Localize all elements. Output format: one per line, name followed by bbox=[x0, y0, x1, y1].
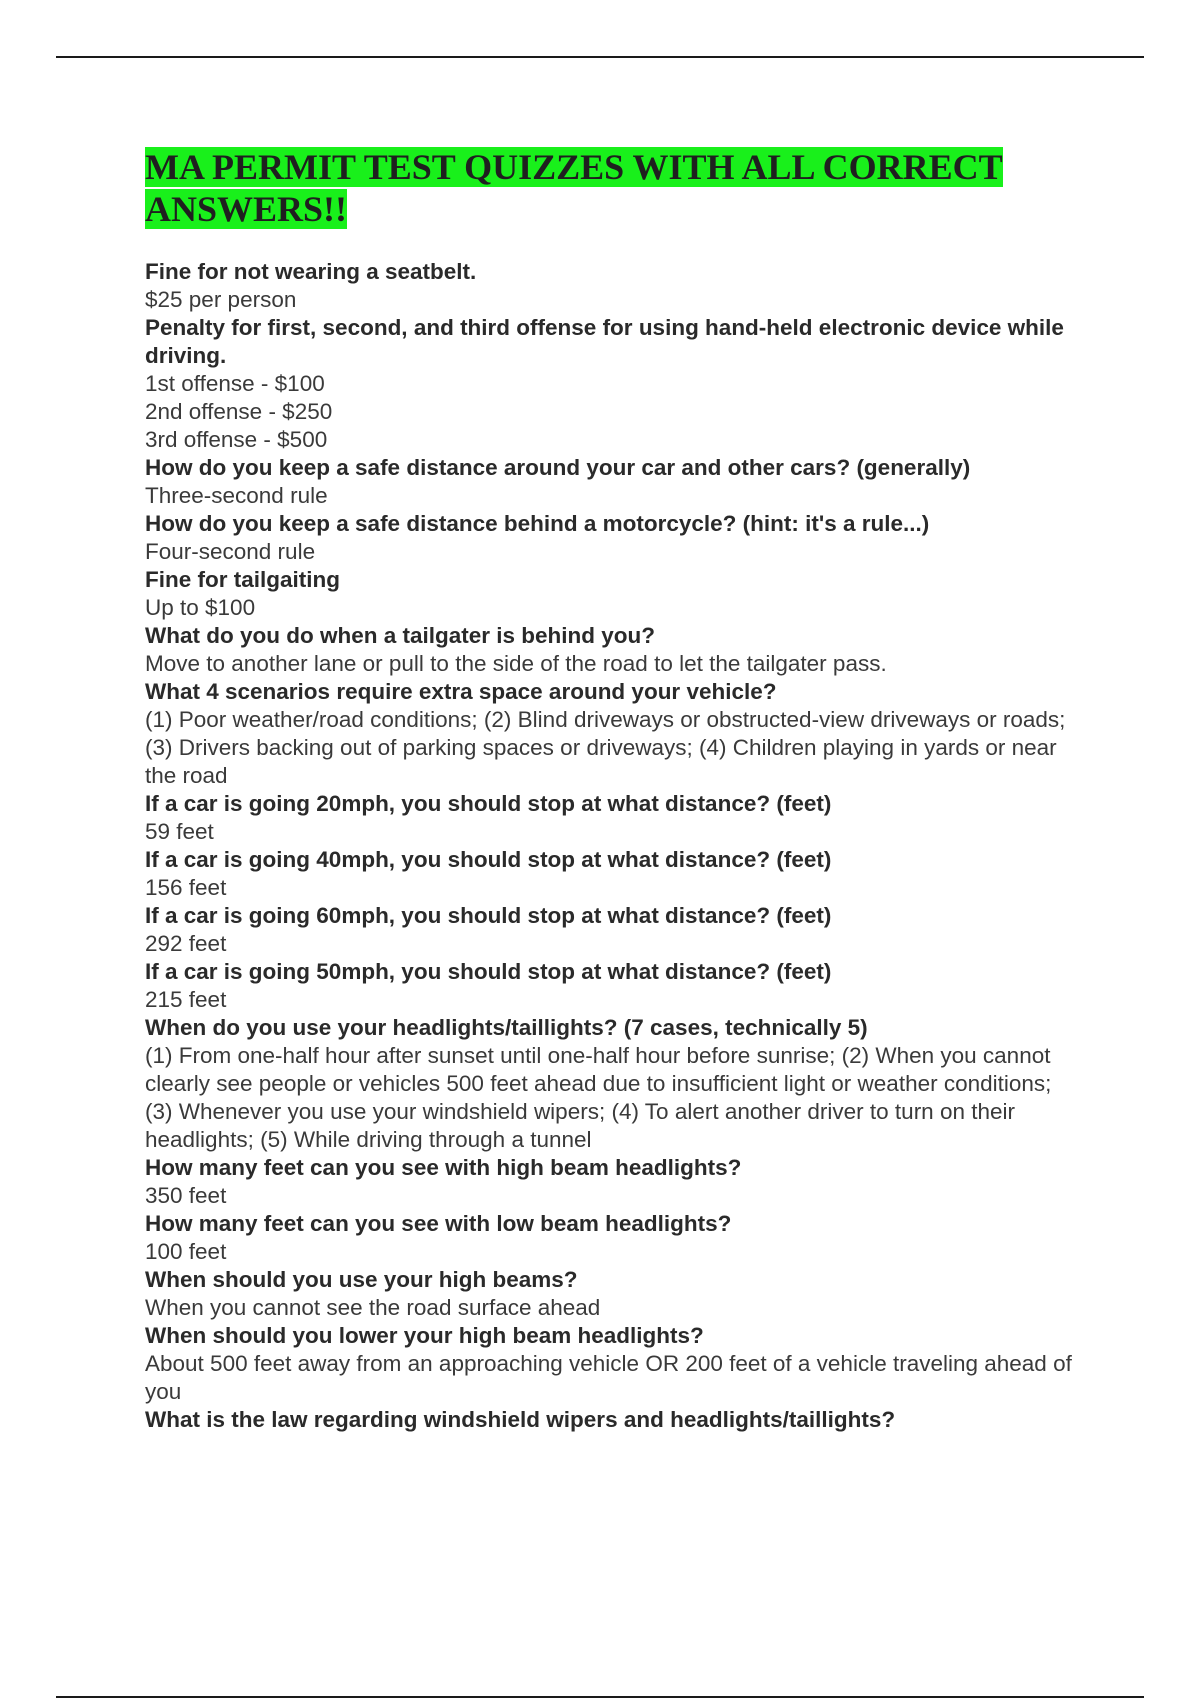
answer-text: Up to $100 bbox=[145, 595, 256, 620]
question-text: Fine for tailgaiting bbox=[145, 567, 340, 592]
answer-text: $25 per person bbox=[145, 287, 297, 312]
qa-item bbox=[145, 790, 1085, 846]
answer-text: (1) From one-half hour after sunset until one-half hour before sunrise; (2) When you cannot clearly see people or vehicles 500 feet ahead due to insufficient light or weather conditions; (3) Whenever you use your windshield wipers; (4) To alert another driver to turn on their headlights; (5) While driving through a tunnel bbox=[145, 1043, 1052, 1152]
qa-item bbox=[145, 622, 1085, 678]
answer-text: 350 feet bbox=[145, 1183, 227, 1208]
question-text: How do you keep a safe distance around your car and other cars? (generally) bbox=[145, 455, 971, 480]
title-block bbox=[145, 146, 1095, 230]
qa-item bbox=[145, 566, 1085, 622]
question-text: Fine for not wearing a seatbelt. bbox=[145, 259, 477, 284]
question-text: What do you do when a tailgater is behind you? bbox=[145, 623, 656, 648]
qa-item bbox=[145, 902, 1085, 958]
question-text: What 4 scenarios require extra space around your vehicle? bbox=[145, 679, 777, 704]
answer-text: 215 feet bbox=[145, 987, 227, 1012]
document-title bbox=[145, 146, 1095, 230]
qa-list bbox=[145, 258, 1085, 1434]
question-text: If a car is going 40mph, you should stop at what distance? (feet) bbox=[145, 847, 832, 872]
qa-item bbox=[145, 314, 1085, 454]
qa-item bbox=[145, 454, 1085, 510]
title-highlight: MA PERMIT TEST QUIZZES WITH ALL CORRECT ANSWERS!! bbox=[145, 147, 1003, 229]
qa-item bbox=[145, 1322, 1085, 1406]
question-text: If a car is going 20mph, you should stop at what distance? (feet) bbox=[145, 791, 832, 816]
qa-item bbox=[145, 1266, 1085, 1322]
qa-item bbox=[145, 846, 1085, 902]
qa-item bbox=[145, 1406, 1085, 1434]
qa-item bbox=[145, 958, 1085, 1014]
answer-text: 156 feet bbox=[145, 875, 227, 900]
qa-item bbox=[145, 258, 1085, 314]
qa-item bbox=[145, 1014, 1085, 1154]
qa-item bbox=[145, 1154, 1085, 1210]
answer-text: About 500 feet away from an approaching vehicle OR 200 feet of a vehicle traveling ahead of you bbox=[145, 1351, 1072, 1404]
answer-text: 59 feet bbox=[145, 819, 214, 844]
answer-text: When you cannot see the road surface ahead bbox=[145, 1295, 601, 1320]
question-text: When should you use your high beams? bbox=[145, 1267, 578, 1292]
question-text: When do you use your headlights/taillights? (7 cases, technically 5) bbox=[145, 1015, 868, 1040]
question-text: If a car is going 60mph, you should stop at what distance? (feet) bbox=[145, 903, 832, 928]
question-text: When should you lower your high beam headlights? bbox=[145, 1323, 704, 1348]
qa-item bbox=[145, 510, 1085, 566]
top-rule bbox=[56, 56, 1144, 58]
answer-text: (1) Poor weather/road conditions; (2) Blind driveways or obstructed-view driveways or roads; (3) Drivers backing out of parking spaces or driveways; (4) Children playing in yards or near the road bbox=[145, 707, 1066, 788]
answer-text: 2nd offense - $250 bbox=[145, 399, 333, 424]
answer-text: 292 feet bbox=[145, 931, 227, 956]
qa-item bbox=[145, 1210, 1085, 1266]
qa-item bbox=[145, 678, 1085, 790]
answer-text: Move to another lane or pull to the side of the road to let the tailgater pass. bbox=[145, 651, 887, 676]
question-text: Penalty for first, second, and third offense for using hand-held electronic device while driving. bbox=[145, 315, 1064, 368]
question-text: How many feet can you see with high beam headlights? bbox=[145, 1155, 742, 1180]
bottom-rule bbox=[56, 1696, 1144, 1698]
answer-text: 1st offense - $100 bbox=[145, 371, 325, 396]
answer-text: Four-second rule bbox=[145, 539, 316, 564]
question-text: How many feet can you see with low beam headlights? bbox=[145, 1211, 732, 1236]
question-text: If a car is going 50mph, you should stop at what distance? (feet) bbox=[145, 959, 832, 984]
answer-text: Three-second rule bbox=[145, 483, 328, 508]
answer-text: 3rd offense - $500 bbox=[145, 427, 328, 452]
question-text: What is the law regarding windshield wipers and headlights/taillights? bbox=[145, 1407, 896, 1432]
question-text: How do you keep a safe distance behind a motorcycle? (hint: it's a rule...) bbox=[145, 511, 930, 536]
answer-text: 100 feet bbox=[145, 1239, 227, 1264]
